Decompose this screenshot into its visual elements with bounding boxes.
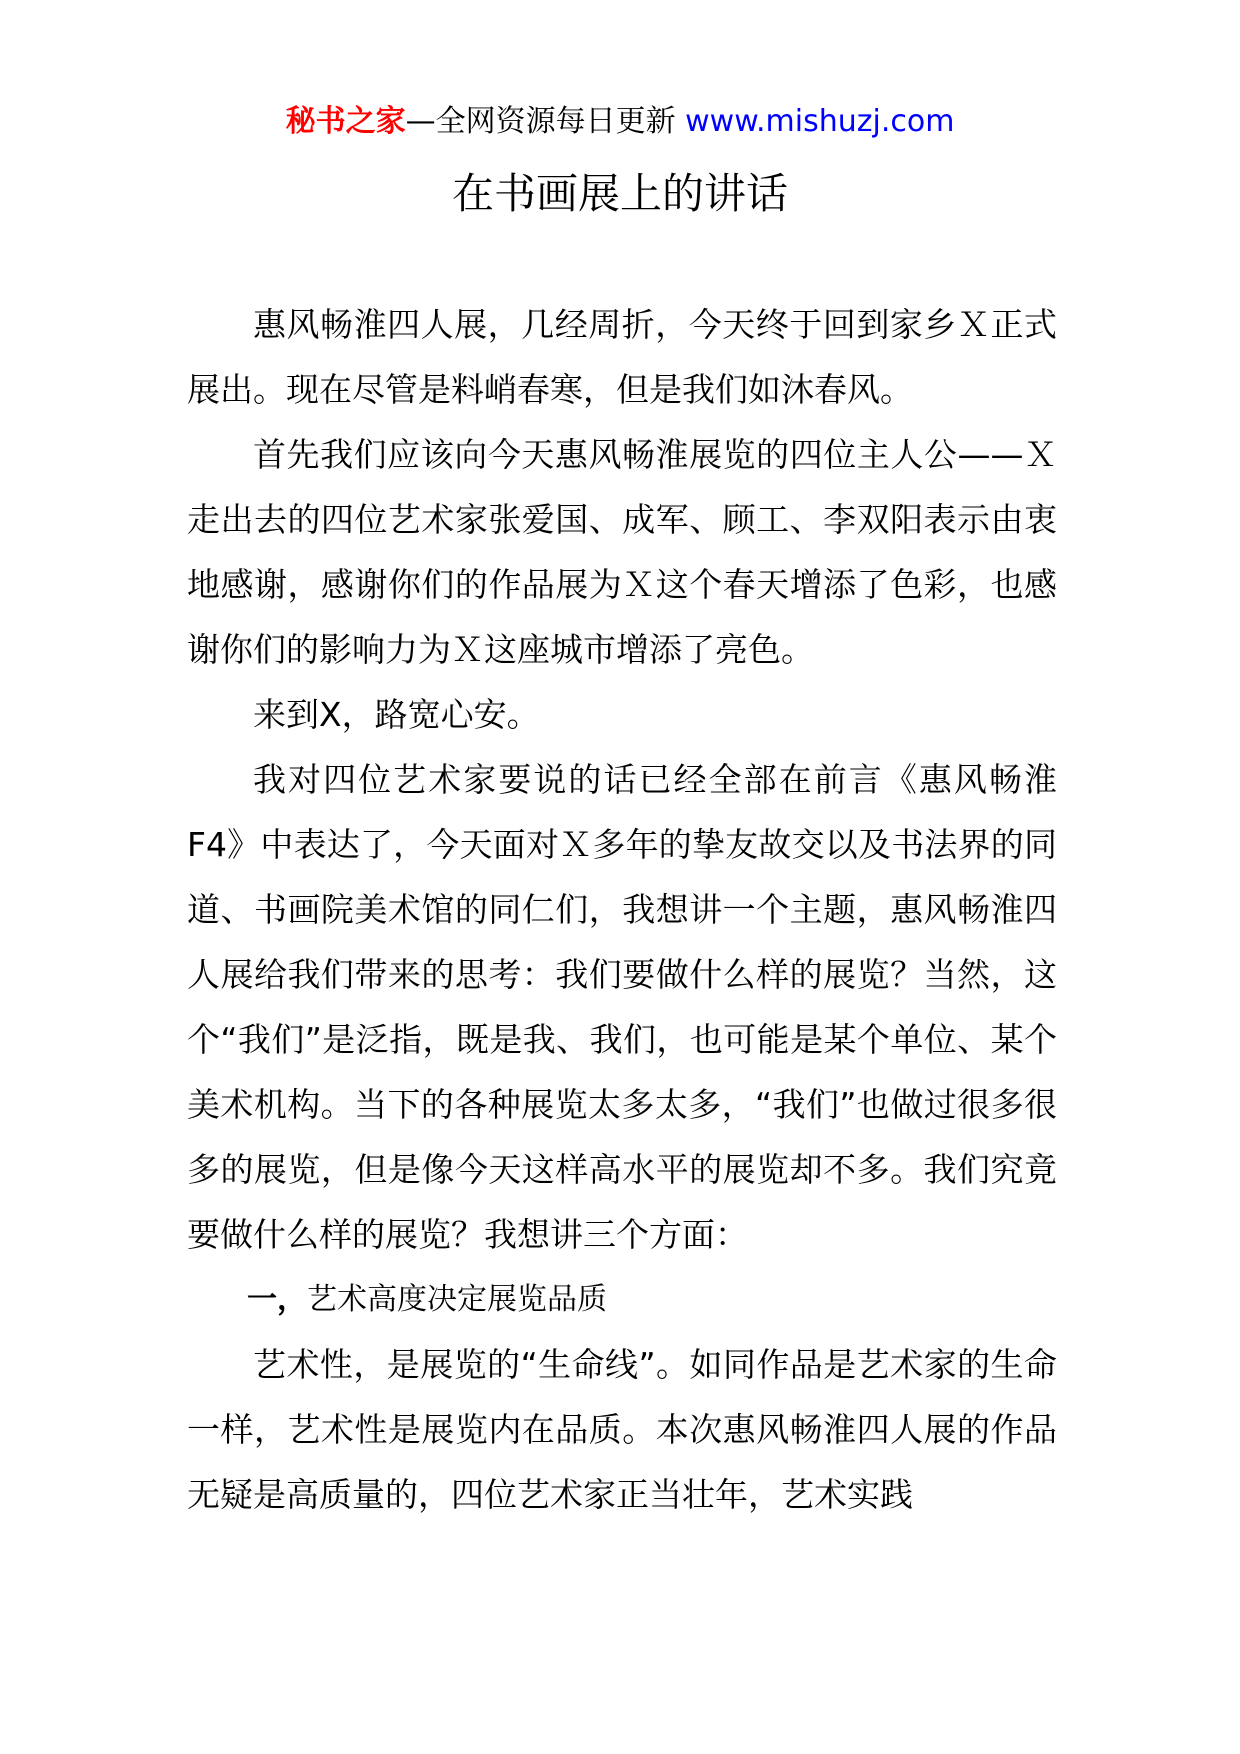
section-heading-1	[187, 1267, 1057, 1332]
paragraph-5: 艺术性，是展览的“生命线”。如同作品是艺术家的生命一样，艺术性是展览内在品质。本次惠风畅淮四人展的作品无疑是高质量的，四位艺术家正当壮年，艺术实践	[187, 1345, 1057, 1514]
site-url[interactable]: www.mishuzj.com	[685, 104, 955, 139]
document-title: 在书画展上的讲话	[451, 169, 788, 218]
document-body	[187, 292, 1057, 1527]
site-header	[0, 100, 1240, 144]
site-brand: 秘书之家	[285, 104, 406, 139]
paragraph-3: 来到X，路宽心安。	[253, 695, 540, 734]
section-title: 艺术高度决定展览品质	[307, 1282, 607, 1317]
paragraph-2: 首先我们应该向今天惠风畅淮展览的四位主人公——Ｘ走出去的四位艺术家张爱国、成军、顾工、李双阳表示由衷地感谢，感谢你们的作品展为Ｘ这个春天增添了色彩，也感谢你们的影响力为Ｘ这座城市增添了亮色。	[187, 435, 1057, 669]
site-slogan: —全网资源每日更新	[405, 104, 676, 139]
section-number: 一，	[247, 1282, 307, 1317]
paragraph-4: 我对四位艺术家要说的话已经全部在前言《惠风畅淮F4》中表达了，今天面对Ｘ多年的挚友故交以及书法界的同道、书画院美术馆的同仁们，我想讲一个主题，惠风畅淮四人展给我们带来的思考：我们要做什么样的展览？当然，这个“我们”是泛指，既是我、我们，也可能是某个单位、某个美术机构。当下的各种展览太多太多，“我们”也做过很多很多的展览，但是像今天这样高水平的展览却不多。我们究竟要做什么样的展览？我想讲三个方面：	[187, 760, 1057, 1254]
paragraph-1: 惠风畅淮四人展，几经周折，今天终于回到家乡Ｘ正式展出。现在尽管是料峭春寒，但是我们如沐春风。	[187, 305, 1057, 409]
